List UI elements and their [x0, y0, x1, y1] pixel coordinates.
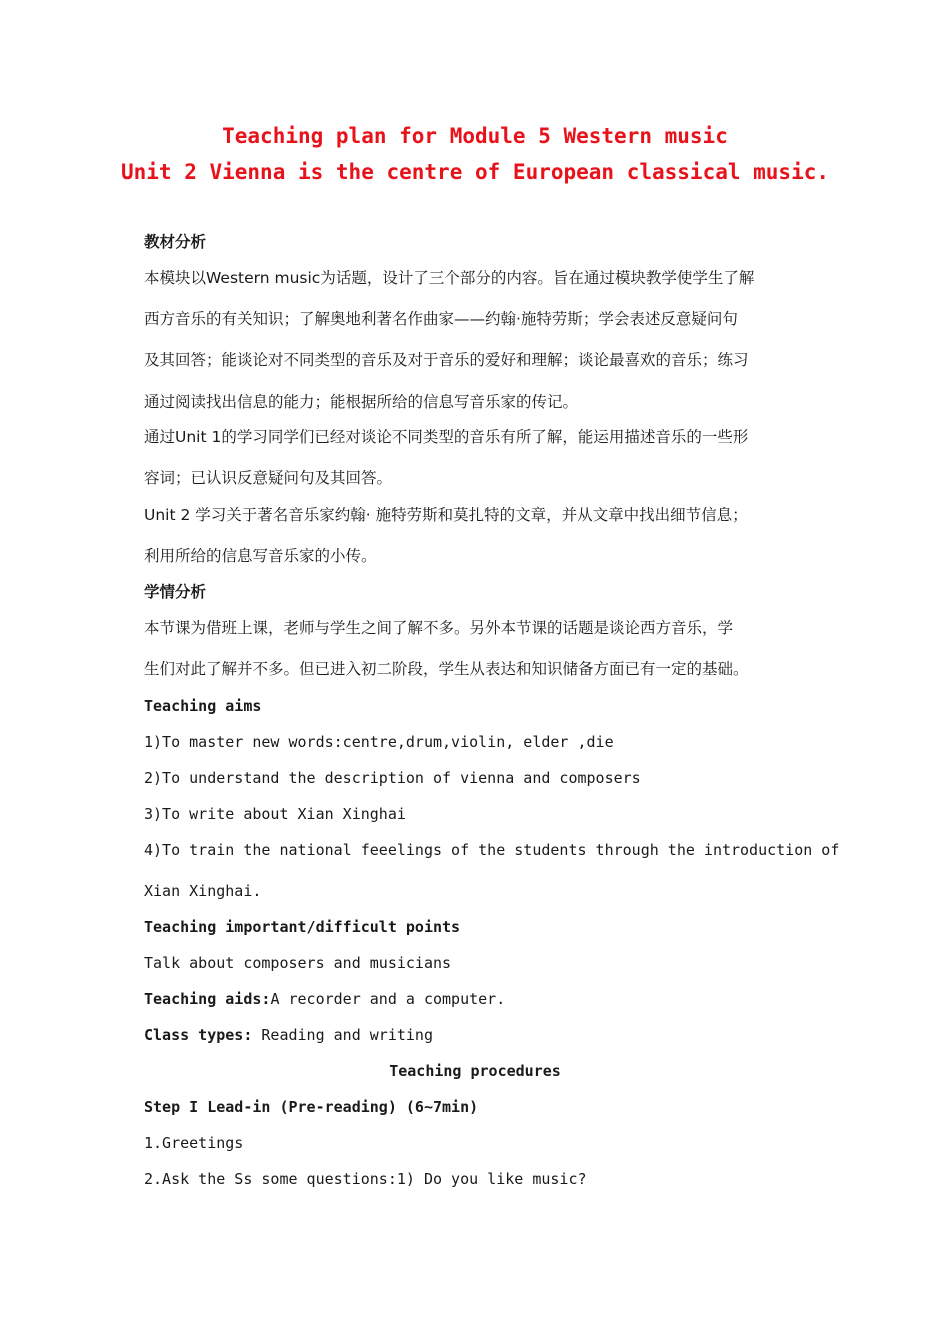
title-line-1: Teaching plan for Module 5 Western music	[222, 124, 728, 148]
step-heading: Step I Lead-in (Pre-reading) (6~7min)	[144, 1098, 479, 1116]
teaching-aids-line	[144, 989, 505, 1009]
paragraph-line: 生们对此了解并不多。但已进入初二阶段，学生从表达和知识储备方面已有一定的基础。	[144, 660, 749, 678]
aim-item: 2)To understand the description of vienna and composers	[144, 769, 641, 787]
paragraph-line: 通过阅读找出信息的能力；能根据所给的信息写音乐家的传记。	[144, 393, 579, 411]
title-line-2: Unit 2 Vienna is the centre of European classical music.	[120, 160, 829, 184]
aim-item: 4)To train the national feeelings of the students through the introduction of	[144, 841, 840, 859]
class-types-label: Class types:	[144, 1026, 253, 1044]
paragraph-line: 本节课为借班上课，老师与学生之间了解不多。另外本节课的话题是谈论西方音乐，学	[144, 619, 734, 637]
section-heading-procedures: Teaching procedures	[389, 1062, 561, 1080]
procedure-item: 2.Ask the Ss some questions:1) Do you like music?	[144, 1170, 587, 1188]
paragraph-line: Unit 2 学习关于著名音乐家约翰· 施特劳斯和莫扎特的文章，并从文章中找出细节信息；	[144, 506, 748, 524]
section-heading-textbook-analysis: 教材分析	[144, 233, 207, 251]
teaching-aids-label: Teaching aids:	[144, 990, 271, 1008]
procedure-item: 1.Greetings	[144, 1134, 244, 1152]
aim-item: Xian Xinghai.	[144, 882, 262, 900]
paragraph-line: 本模块以Western music为话题，设计了三个部分的内容。旨在通过模块教学使学生了解	[144, 269, 755, 287]
aim-item: 3)To write about Xian Xinghai	[144, 805, 406, 823]
paragraph-line: 通过Unit 1的学习同学们已经对谈论不同类型的音乐有所了解，能运用描述音乐的一些形	[144, 428, 749, 446]
section-heading-teaching-aims: Teaching aims	[144, 697, 262, 715]
key-points-text: Talk about composers and musicians	[144, 954, 452, 972]
aim-item: 1)To master new words:centre,drum,violin, elder ,die	[144, 733, 614, 751]
class-types-line	[144, 1025, 433, 1045]
paragraph-line: 容词；已认识反意疑问句及其回答。	[144, 469, 393, 487]
class-types-text: Reading and writing	[252, 1026, 433, 1044]
section-heading-student-analysis: 学情分析	[144, 583, 207, 601]
paragraph-line: 利用所给的信息写音乐家的小传。	[144, 547, 377, 565]
section-heading-key-points: Teaching important/difficult points	[144, 918, 461, 936]
paragraph-line: 及其回答；能谈论对不同类型的音乐及对于音乐的爱好和理解；谈论最喜欢的音乐；练习	[144, 351, 749, 369]
teaching-aids-text: A recorder and a computer.	[270, 990, 506, 1008]
paragraph-line: 西方音乐的有关知识；了解奥地利著名作曲家——约翰·施特劳斯；学会表述反意疑问句	[144, 310, 738, 328]
